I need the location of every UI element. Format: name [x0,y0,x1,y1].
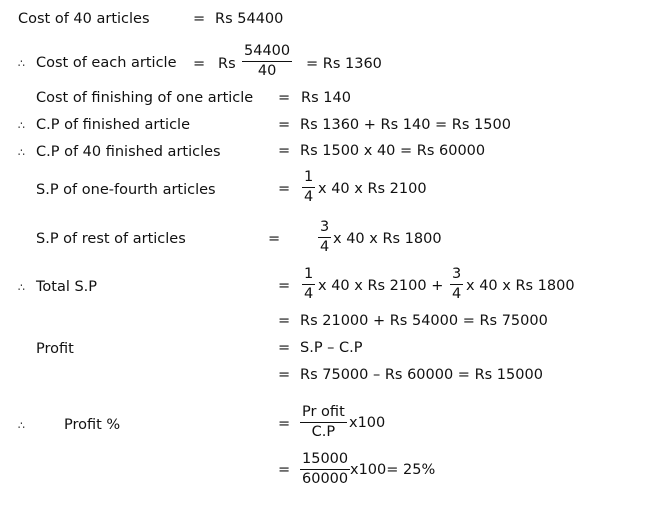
profit-value: Rs 75000 – Rs 60000 = Rs 15000 [300,367,543,383]
cost-of-40-articles-value: Rs 54400 [215,11,284,27]
therefore-symbol: ∴ [18,281,25,294]
fraction-denominator: C.P [311,423,336,440]
profit-percent-label: Profit % [64,417,121,433]
total-sp-label: Total S.P [36,279,98,295]
profit-percent-formula-rest: x100 [349,415,386,431]
cp-40-finished-articles-label: C.P of 40 finished articles [36,144,221,160]
fraction-numerator: 3 [318,220,331,238]
total-sp-term-1: x 40 x Rs 2100 + [318,278,444,294]
fraction-numerator: 3 [450,267,463,285]
sp-rest-label: S.P of rest of articles [36,231,186,247]
cost-of-finishing-label: Cost of finishing of one article [36,90,254,106]
fraction [300,452,350,486]
equals-sign: = [278,313,291,329]
cp-40-finished-articles-value: Rs 1500 x 40 = Rs 60000 [300,143,486,159]
fraction-numerator: 1 [302,170,315,188]
equals-sign: = [278,340,291,356]
fraction [302,267,315,301]
cost-of-each-article-result: = Rs 1360 [306,56,382,72]
total-sp-value: Rs 21000 + Rs 54000 = Rs 75000 [300,313,548,329]
fraction [242,44,292,78]
profit-percent-result: x100= 25% [350,462,436,478]
rs-prefix: Rs [218,56,236,72]
total-sp-term-2: x 40 x Rs 1800 [466,278,575,294]
fraction [318,220,331,254]
equals-sign: = [278,278,291,294]
equals-sign: = [278,90,291,106]
fraction-denominator: 60000 [302,470,349,487]
therefore-symbol: ∴ [18,57,25,70]
therefore-symbol: ∴ [18,119,25,132]
cost-of-40-articles-label: Cost of 40 articles [18,11,150,27]
therefore-symbol: ∴ [18,419,25,432]
equals-sign: = [278,416,291,432]
equals-sign: = [278,367,291,383]
profit-label: Profit [36,341,74,357]
fraction-denominator: 4 [320,238,330,255]
fraction [302,170,315,204]
equals-sign: = [278,143,291,159]
fraction-numerator: 1 [302,267,315,285]
fraction [300,405,347,439]
fraction-numerator: Pr ofit [300,405,347,423]
equals-sign: = [278,462,291,478]
therefore-symbol: ∴ [18,146,25,159]
cp-finished-article-value: Rs 1360 + Rs 140 = Rs 1500 [300,117,511,133]
cp-finished-article-label: C.P of finished article [36,117,190,133]
sp-one-fourth-value: x 40 x Rs 2100 [318,181,427,197]
profit-formula: S.P – C.P [300,340,363,356]
cost-of-finishing-value: Rs 140 [301,90,351,106]
equals-sign: = [268,231,281,247]
fraction-numerator: 54400 [242,44,292,62]
fraction-denominator: 4 [452,285,462,302]
sp-rest-value: x 40 x Rs 1800 [333,231,442,247]
fraction [450,267,463,301]
equals-sign: = [193,11,206,27]
equals-sign: = [278,117,291,133]
equals-sign: = [278,181,291,197]
fraction-numerator: 15000 [300,452,350,470]
equals-sign: = [193,56,206,72]
fraction-denominator: 4 [304,285,314,302]
cost-of-each-article-label: Cost of each article [36,55,177,71]
fraction-denominator: 4 [304,188,314,205]
sp-one-fourth-label: S.P of one-fourth articles [36,182,216,198]
fraction-denominator: 40 [257,62,277,79]
